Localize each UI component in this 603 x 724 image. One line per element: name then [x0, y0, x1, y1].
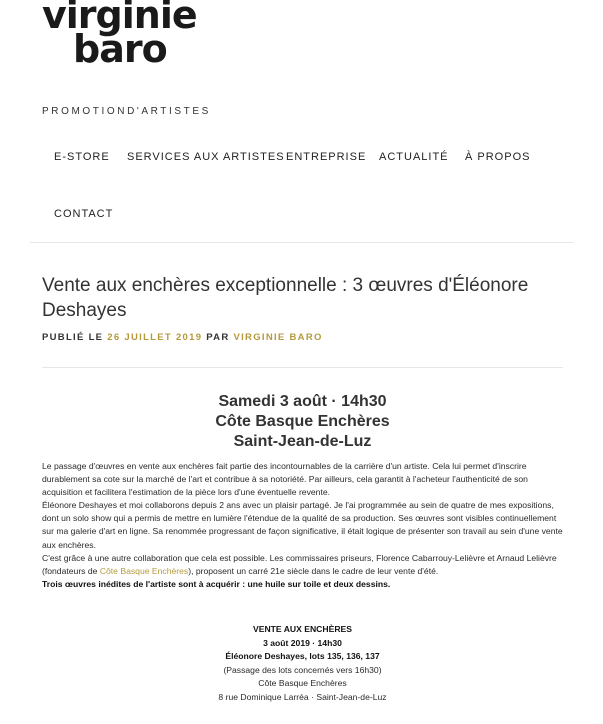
event-venue-heading: Côte Basque Enchères	[215, 413, 390, 430]
post-meta	[42, 332, 323, 343]
post-body	[42, 460, 567, 591]
header-divider	[30, 242, 573, 243]
works-highlight: Trois œuvres inédites de l'artiste sont à acquérir : une huile sur toile et deux dessins.	[42, 578, 391, 589]
paragraph-auctioneers-a: C'est grâce à une autre collaboration que cela est possible. Les commissaires priseurs, Florence Cabarrouy-Lelièvre et Arnaud Lelièvre (fondateurs de	[42, 552, 557, 576]
paragraph-intro: Le passage d'œuvres en vente aux enchères fait partie des incontournables de la carrière d'un artiste. Cela lui permet d'inscrire durablement sa cote sur la marché de l'art et contribue à sa notoriété. Par ailleurs, cela garantit à l'acheteur l'authenticité de son acquisition et facilitera l'estimation de la pièce lors d'une éventuelle revente.	[42, 461, 528, 498]
paragraph-collaboration: Éléonore Deshayes et moi collaborons depuis 2 ans avec un plaisir partagé. Je l'ai programmée au sein de quatre de mes expositions, dont un solo show qui a permis de mettre en lumière l'étendue de la qualité de sa production. Ses œuvres sont visibles continuellement sur ma galerie d'art en ligne. Sa renommée progressant de façon significative, il était logique de présenter son travail au sein d'une vente aux enchères.	[42, 500, 563, 550]
auction-datetime: 3 août 2019 · 14h30	[263, 637, 342, 648]
site-tagline: PROMOTIOND'ARTISTES	[42, 106, 211, 117]
post-title: Vente aux enchères exceptionnelle : 3 œuvres d'Éléonore Deshayes	[42, 275, 529, 321]
nav-item-contact[interactable]: CONTACT	[54, 208, 114, 220]
nav-item-services[interactable]: SERVICES AUX ARTISTES	[127, 151, 285, 163]
author-link[interactable]: VIRGINIE BARO	[233, 332, 323, 343]
post-date-link[interactable]: 26 JUILLET 2019	[107, 332, 203, 343]
site-logo[interactable]	[42, 0, 197, 71]
nav-item-entreprise[interactable]: ENTREPRISE	[286, 151, 367, 163]
auction-title: VENTE AUX ENCHÈRES	[252, 624, 352, 634]
logo-line-1: virginie	[42, 0, 197, 37]
auction-lots: Éléonore Deshayes, lots 135, 136, 137	[225, 651, 380, 662]
auction-address: 8 rue Dominique Larréa · Saint-Jean-de-Luz	[218, 691, 387, 702]
event-city-heading: Saint-Jean-de-Luz	[233, 433, 372, 450]
logo-line-2: baro	[73, 27, 167, 71]
paragraph-works	[42, 578, 567, 591]
nav-item-e-store[interactable]: E-STORE	[54, 151, 110, 163]
nav-item-actualite[interactable]: ACTUALITÉ	[379, 151, 449, 163]
meta-by: PAR	[206, 332, 230, 343]
nav-item-a-propos[interactable]: À PROPOS	[465, 151, 531, 163]
meta-prefix: PUBLIÉ LE	[42, 332, 104, 343]
auction-note: (Passage des lots concernés vers 16h30)	[223, 664, 382, 675]
paragraph-auctioneers-b: ), proposent un carré 21e siècle dans le cadre de leur vente d'été.	[188, 565, 439, 576]
meta-divider	[42, 367, 563, 368]
auction-venue: Côte Basque Enchères	[258, 678, 347, 689]
cote-basque-link[interactable]: Côte Basque Enchères	[99, 565, 189, 576]
auction-details	[42, 623, 563, 705]
event-date-heading: Samedi 3 août · 14h30	[218, 393, 387, 410]
paragraph-auctioneers	[42, 552, 567, 578]
